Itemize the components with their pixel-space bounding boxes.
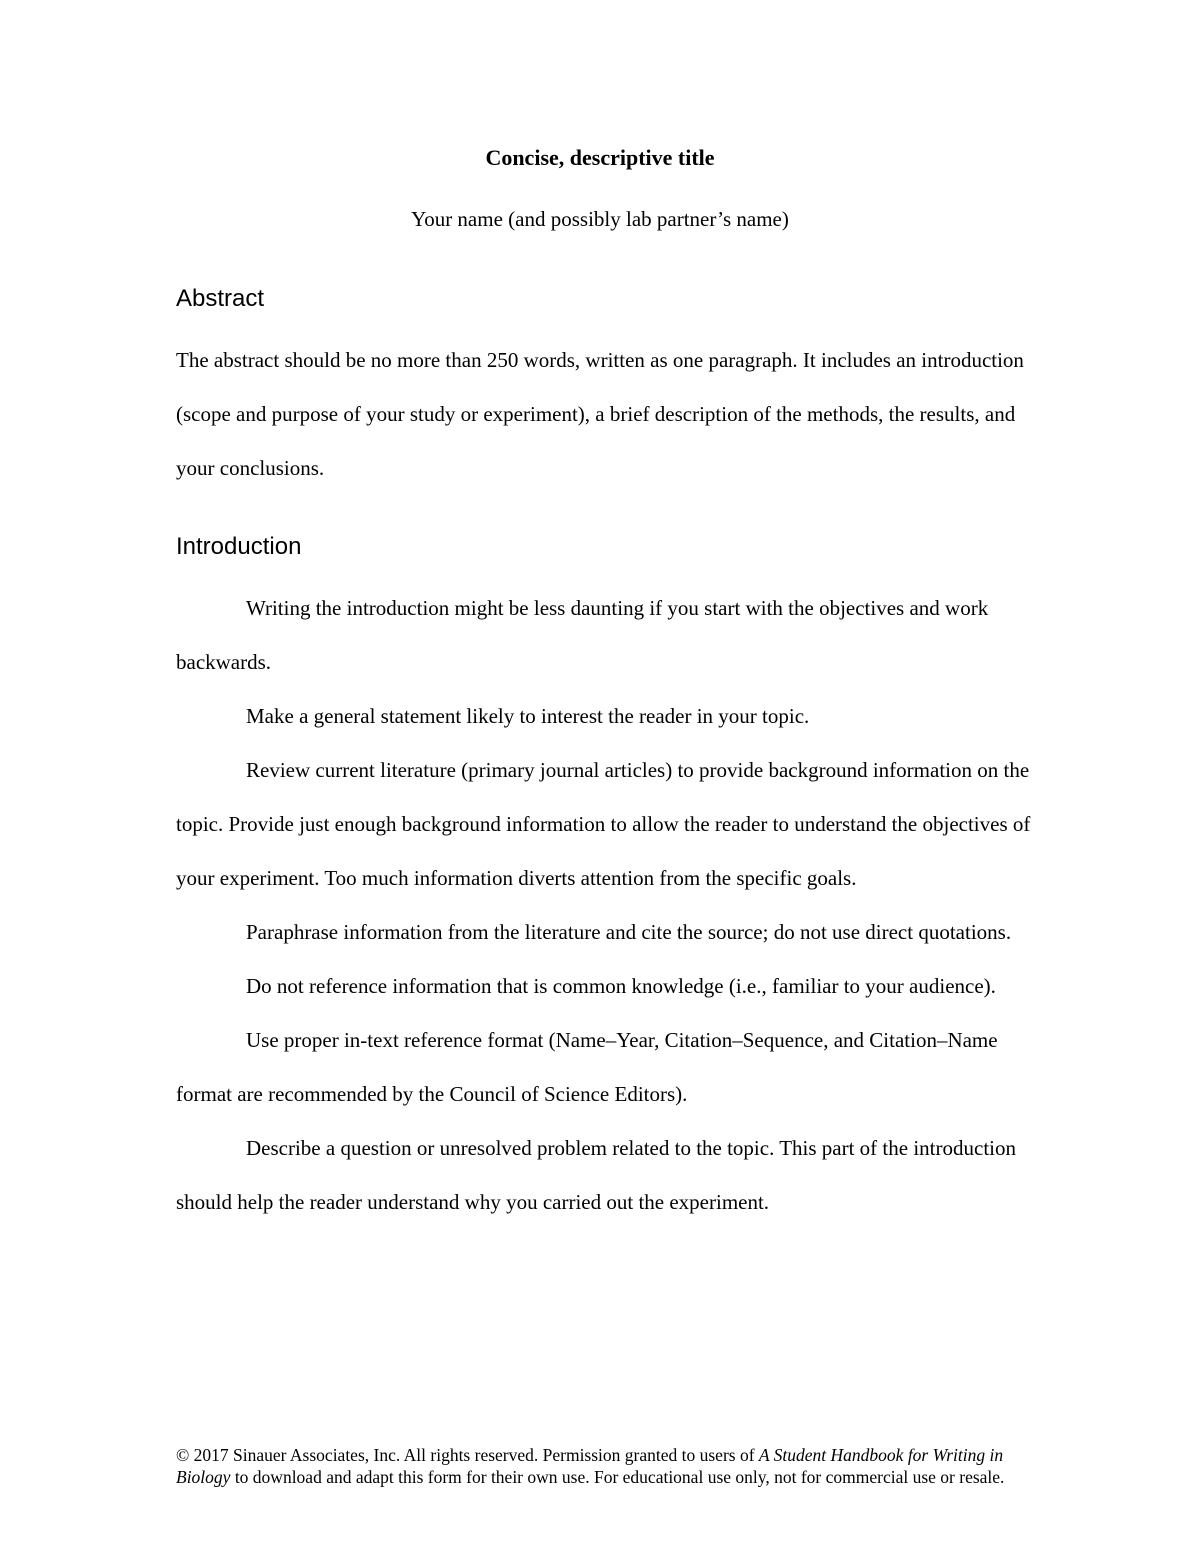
intro-paragraph: Describe a question or unresolved problem related to the topic. This part of the introduction should help the reader understand why you carried out the experiment. [176, 1136, 1016, 1214]
introduction-body [176, 581, 1036, 1229]
intro-paragraph: Writing the introduction might be less daunting if you start with the objectives and work backwards. [176, 596, 989, 674]
footer-book-title: A Student Handbook for Writing in Biology [176, 1445, 1004, 1487]
copyright-footer [176, 1444, 1036, 1488]
introduction-heading: Introduction [176, 533, 302, 560]
intro-paragraph: Do not reference information that is common knowledge (i.e., familiar to your audience). [246, 974, 996, 998]
abstract-heading: Abstract [176, 285, 265, 312]
footer-suffix: to download and adapt this form for their own use. For educational use only, not for commercial use or resale. [230, 1467, 1005, 1487]
author-line: Your name (and possibly lab partner’s name) [411, 207, 789, 231]
intro-paragraph: Paraphrase information from the literature and cite the source; do not use direct quotations. [246, 920, 1012, 944]
intro-paragraph: Use proper in-text reference format (Name–Year, Citation–Sequence, and Citation–Name format are recommended by the Council of Science Editors). [176, 1028, 998, 1106]
abstract-text: The abstract should be no more than 250 words, written as one paragraph. It includes an introduction (scope and purpose of your study or experiment), a brief description of the methods, the results, and your conclusions. [176, 348, 1024, 480]
footer-prefix: © 2017 Sinauer Associates, Inc. All rights reserved. Permission granted to users of [176, 1445, 759, 1465]
intro-paragraph: Review current literature (primary journal articles) to provide background information on the topic. Provide just enough background information to allow the reader to understand the objectives of your experiment. Too much information diverts attention from the specific goals. [176, 758, 1031, 890]
document-title: Concise, descriptive title [485, 145, 715, 170]
intro-paragraph: Make a general statement likely to interest the reader in your topic. [246, 704, 810, 728]
